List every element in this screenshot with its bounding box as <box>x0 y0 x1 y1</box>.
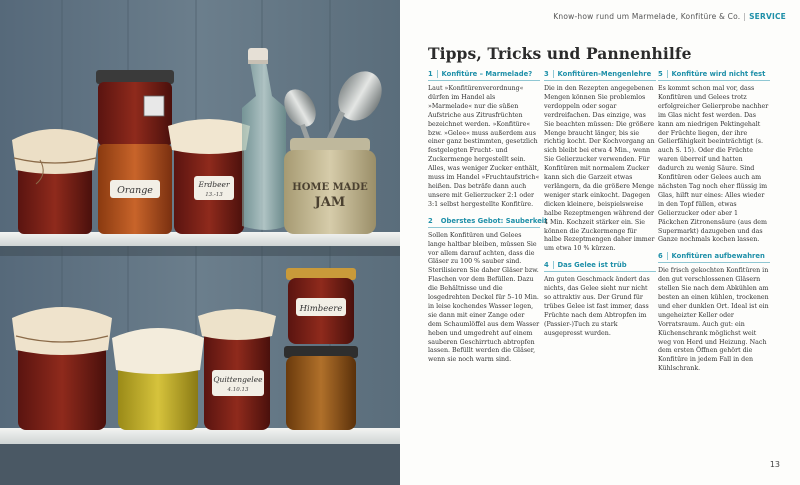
section-title: Konfitüre – Marmelade? <box>441 70 533 78</box>
section-number: 5 <box>658 70 663 78</box>
section-number: 2 <box>428 216 433 225</box>
quitten-jar-label: Quittengelee <box>213 375 263 384</box>
crock-label-line1: HOME MADE <box>292 182 368 193</box>
crock-label-line2: JAM <box>314 195 346 210</box>
text-page <box>400 0 800 485</box>
page-number: 13 <box>769 460 780 469</box>
section-heading <box>658 252 770 263</box>
orange-jar-label: Orange <box>117 185 153 196</box>
section-title: Konfitüre wird nicht fest <box>671 70 766 78</box>
section-title: Oberstes Gebot: Sauberkeit <box>440 216 548 225</box>
section-heading <box>658 70 770 81</box>
section-heading <box>544 261 656 272</box>
erdbeer-jar-label: Erdbeer <box>198 180 230 189</box>
running-header <box>553 12 786 21</box>
himbeere-jar-label: Himbeere <box>299 304 343 314</box>
header-separator: | <box>743 12 747 21</box>
section-body: Sollen Konfitüren und Gelees lange haltbar bleiben, müssen Sie vor allem darauf achten, dass die Gläser zu 100 % sauber sind. Sterilisieren Sie daher Gläser bzw. Flaschen vor dem Befüllen. Dazu die Behältnisse und die losgedrehten Deckel für 5–10 Min. in leise kochendes Wasser legen, sie dann mit einer Zange oder dem Schaumlöffel aus dem Wasser heben und umgedreht auf einem sauberen Geschirrtuch abtropfen lassen. Befüllt werden die Gläser, wenn sie noch warm sind. <box>428 231 540 364</box>
page-title: Tipps, Tricks und Pannenhilfe <box>428 44 692 63</box>
section-body: Die frisch gekochten Konfitüren in den gut verschlossenen Gläsern stellen Sie nach dem Abkühlen am besten an einen kühlen, trockenen und eher dunklen Ort. Ideal ist ein ungeheizter Keller oder Vorratsraum. Auch gut: ein Küchenschrank möglichst weit weg von Herd und Heizung. Nach dem ersten Öffnen gehört die Konfitüre in jedem Fall in den Kühlschrank. <box>658 267 769 373</box>
text-column-2 <box>544 70 656 346</box>
section-body: Am guten Geschmack ändert das nichts, das Gelee sieht nur nicht so attraktiv aus. Der Grund für trübes Gelee ist fast immer, dass Früchte nach dem Abtropfen im (Passier-)Tuch zu stark ausgepresst wurden. <box>544 276 650 337</box>
section-number: 3 <box>544 70 549 78</box>
section-heading <box>428 216 548 228</box>
section-title: Konfitüren aufbewahren <box>671 252 765 261</box>
section-body: Laut »Konfitürenverordnung« dürfen im Handel als »Marmelade« nur die süßen Aufstriche aus Zitrusfrüchten bezeichnet werden. »Konfitüre« bzw. »Gelee« muss außerdem aus einer ganz bestimmten, gesetzlich festgelegten Frucht- und Zuckermenge hergestellt sein. Alles, was weniger Zucker enthält, muss im Handel »Fruchtaufstrich« heißen. Das beträfe dann auch unsere mit Gelierzucker 2:1 oder 3:1 selbst hergestellte Konfitüre. <box>428 85 540 208</box>
section-title: Das Gelee ist trüb <box>557 261 627 270</box>
text-column-1 <box>428 70 548 372</box>
section-body: Es kommt schon mal vor, dass Konfitüren und Gelees trotz erfolgreicher Gelierprobe nachher im Glas nicht fest werden. Das kann am niedrigen Pektingehalt der Früchte liegen, der ihre Gelierfähigkeit beeinträchtigt (s. auch S. 15). Oder die Früchte waren überreif und hatten dadurch zu wenig Säure. Sind Konfitüren oder Gelees auch am nächsten Tag noch eher flüssig im Glas, hilft nur eines: Alles wieder in den Topf füllen, etwas Gelierzucker oder aber 1 Päckchen Zitronensäure (aus dem Supermarkt) dazugeben und das Ganze nochmals kochen lassen. <box>658 85 769 244</box>
text-column-3 <box>658 70 770 381</box>
section-number: 1 <box>428 70 433 78</box>
section-title: Konfitüren-Mengenlehre <box>557 70 652 78</box>
quitten-jar-date: 4.10.13 <box>227 387 249 393</box>
section-heading <box>428 70 540 81</box>
running-title: Know-how rund um Marmelade, Konfitüre & Co. <box>553 12 741 21</box>
section-tag: SERVICE <box>749 12 786 21</box>
erdbeer-jar-date: 13.-13 <box>205 192 223 198</box>
section-number: 6 <box>658 252 663 261</box>
section-number: 4 <box>544 261 549 270</box>
section-body: Die in den Rezepten angegebenen Mengen können Sie problemlos verdoppeln oder sogar verdreifachen. Das einzige, was Sie beachten müssen: Die größere Menge braucht länger, bis sie richtig kocht. Der Kochvorgang an sich bleibt bei etwa 4 Min., wenn Sie Gelierzucker verwenden. Für Konfitüren mit normalem Zucker kann sich die Garzeit etwas verlängern, da die größere Menge weniger stark einkocht. Dagegen dicken kleinere, beispielsweise halbe Rezeptmengen während der 4 Min. Kochzeit stärker ein. Sie können die Zuckermenge für halbe Rezeptmengen daher immer um etwa 10 % kürzen. <box>544 85 655 253</box>
section-heading <box>544 70 656 81</box>
